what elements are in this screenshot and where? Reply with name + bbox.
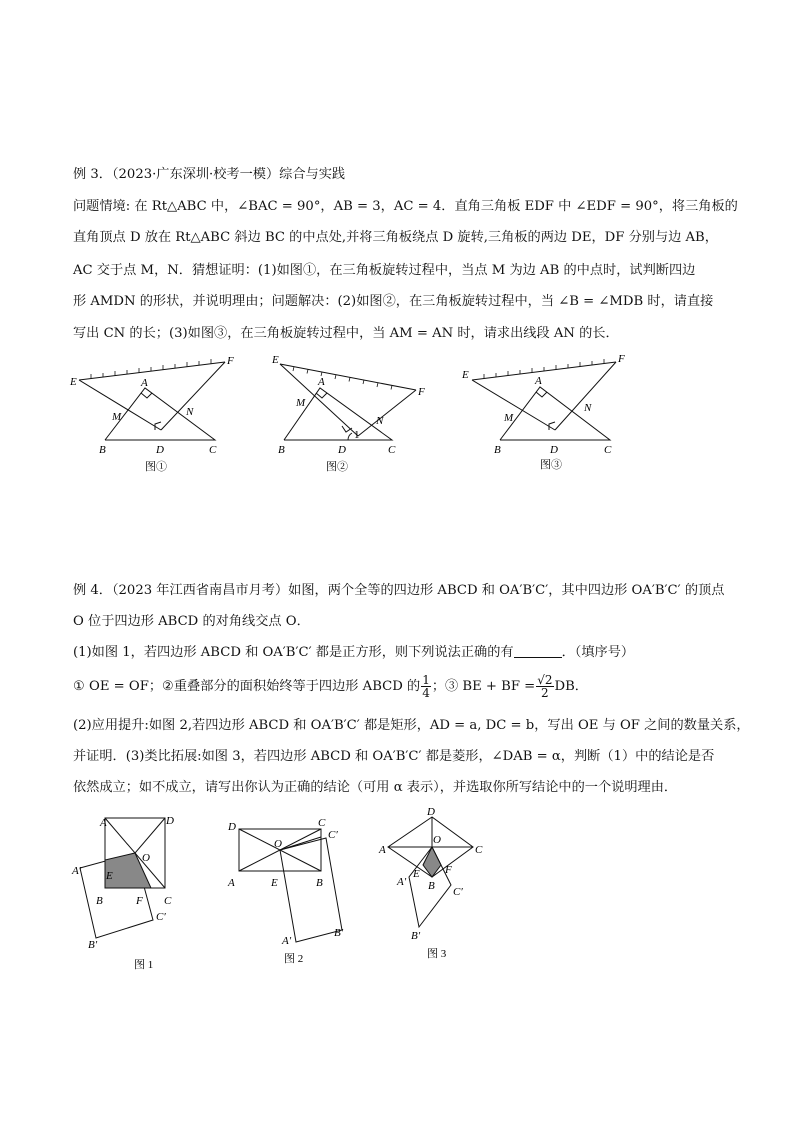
label-n: N (376, 415, 384, 427)
ex4-line-4-mid: ；③ BE + BF = (431, 679, 536, 694)
ex4-title: 例 4．（2023 年江西省南昌市月考）如图，两个全等的四边形 ABCD 和 OA′B′C′，其中四边形 OA′B′C′ 的顶点 (73, 583, 725, 598)
label-m: M (112, 411, 122, 423)
label-a: A (141, 377, 148, 389)
label-f: F (227, 355, 234, 367)
label-c-prime: C′ (156, 911, 166, 923)
label-b-prime: B′ (411, 930, 421, 942)
label-f: F (136, 895, 143, 907)
ex3-line-6: 写出 CN 的长；(3)如图③，在三角板旋转过程中，当 AM = AN 时，请求出线段 AN 的长． (73, 326, 619, 341)
ex3-figure-3 (458, 350, 633, 475)
label-o: O (433, 834, 441, 846)
label-d: D (427, 806, 435, 818)
label-n: N (186, 406, 194, 418)
label-e: E (462, 369, 469, 381)
frac-den: 4 (422, 686, 430, 700)
label-d: D (166, 815, 174, 827)
ex4-line-7: 依然成立；如不成立，请写出你认为正确的结论（可用 α 表示），并选取你所写结论中的一个说明理由． (73, 780, 678, 795)
label-a: A (228, 877, 235, 889)
ex4-line-3-tail: ．（填序号） (561, 645, 635, 660)
label-e: E (70, 376, 77, 388)
label-d: D (338, 444, 346, 456)
frac-den: 2 (541, 686, 549, 700)
frac-num: √2 (537, 673, 553, 687)
label-b-prime: B′ (88, 939, 98, 951)
caption-fig-2: 图 2 (284, 953, 304, 965)
caption-fig-3: 图 3 (427, 948, 447, 960)
label-b: B (278, 444, 285, 456)
ex4-figure-3 (373, 805, 493, 965)
label-b: B (99, 444, 106, 456)
label-c: C (475, 844, 483, 856)
label-b: B (494, 444, 501, 456)
label-o: O (142, 852, 150, 864)
ex4-line-3-text: (1)如图 1，若四边形 ABCD 和 OA′B′C′ 都是正方形，则下列说法正确的有 (73, 645, 514, 660)
label-o: O (274, 838, 282, 850)
ex4-line-4 (73, 674, 588, 700)
label-b-prime: B′ (334, 927, 344, 939)
label-a: A (379, 844, 386, 856)
label-c-prime: C′ (453, 886, 463, 898)
label-e: E (106, 870, 113, 882)
ex3-line-3: 直角顶点 D 放在 Rt△ABC 斜边 BC 的中点处,并将三角板绕点 D 旋转,三角板的两边 DE，DF 分别与边 AB， (73, 230, 718, 245)
label-c: C (604, 444, 612, 456)
label-c-prime: C′ (328, 829, 338, 841)
label-a: A (535, 375, 542, 387)
ex4-figure-1 (68, 808, 193, 973)
ex3-line-5: 形 AMDN 的形状，并说明理由；问题解决：(2)如图②，在三角板旋转过程中，当 ∠B = ∠MDB 时，请直接 (73, 294, 714, 309)
fraction-sqrt2-over-2 (536, 674, 553, 699)
label-d: D (228, 821, 236, 833)
fraction-quarter (421, 674, 431, 699)
label-b: B (428, 880, 435, 892)
ex3-line-4: AC 交于点 M，N．猜想证明：(1)如图①，在三角板旋转过程中，当点 M 为边 AB 的中点时，试判断四边 (73, 263, 696, 278)
ex4-line-2: O 位于四边形 ABCD 的对角线交点 O． (73, 614, 310, 629)
label-e: E (271, 877, 278, 889)
label-f: F (418, 386, 425, 398)
ex3-title: 例 3．（2023·广东深圳·校考一模）综合与实践 (73, 167, 346, 182)
caption-fig-3: 图③ (540, 459, 562, 471)
ex4-line-6: 并证明．(3)类比拓展:如图 3，若四边形 ABCD 和 OA′B′C′ 都是菱形，∠DAB = α，判断（1）中的结论是否 (73, 749, 715, 764)
label-f: F (445, 864, 452, 876)
ex4-line-5: (2)应用提升:如图 2,若四边形 ABCD 和 OA′B′C′ 都是矩形，AD = a, DC = b，写出 OE 与 OF 之间的数量关系， (73, 718, 750, 733)
caption-fig-2: 图② (326, 461, 348, 473)
label-d: D (156, 444, 164, 456)
label-m: M (296, 397, 306, 409)
ex3-figure-1 (65, 350, 245, 475)
label-a-prime: A′ (282, 935, 292, 947)
caption-fig-1: 图 1 (134, 959, 154, 971)
ex4-figure-2 (224, 812, 354, 972)
label-c: C (164, 895, 172, 907)
label-e: E (272, 354, 279, 366)
frac-num: 1 (422, 673, 430, 687)
ex4-line-4-text: ① OE = OF；②重叠部分的面积始终等于四边形 ABCD 的 (73, 679, 421, 694)
label-d: D (550, 444, 558, 456)
answer-blank[interactable] (514, 645, 562, 658)
label-a: A (318, 376, 325, 388)
label-a-prime: A′ (397, 876, 407, 888)
label-b: B (96, 895, 103, 907)
angle-1-label: 1 (354, 429, 360, 441)
ex4-line-3 (73, 645, 634, 661)
label-a: A (100, 817, 107, 829)
label-c: C (209, 444, 217, 456)
ex3-figure-2 (268, 350, 438, 475)
label-c: C (388, 444, 396, 456)
label-n: N (584, 402, 592, 414)
label-f: F (618, 353, 625, 365)
label-m: M (504, 412, 514, 424)
ex4-line-4-tail: DB． (554, 679, 588, 694)
label-c: C (318, 817, 326, 829)
ex3-line-2: 问题情境: 在 Rt△ABC 中，∠BAC = 90°，AB = 3，AC = 4．直角三角板 EDF 中 ∠EDF = 90°，将三角板的 (73, 199, 738, 214)
label-b: B (316, 877, 323, 889)
caption-fig-1: 图① (145, 461, 167, 473)
label-e: E (413, 868, 420, 880)
label-a-prime: A′ (72, 865, 82, 877)
